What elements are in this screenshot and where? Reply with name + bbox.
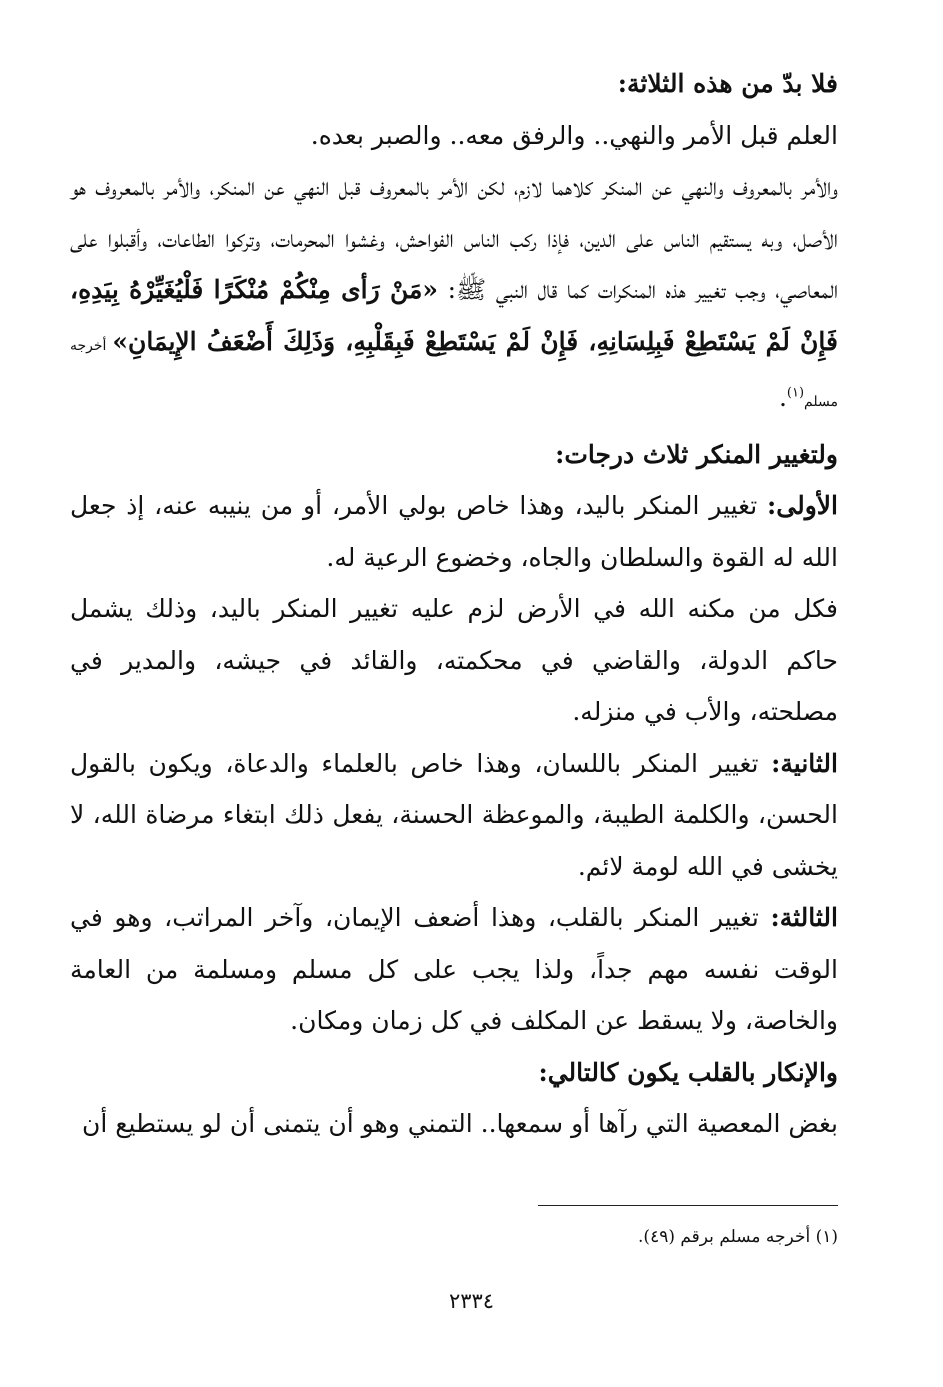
text-third: تغيير المنكر بالقلب، وهذا أضعف الإيمان، وآخر المراتب، وهو في الوقت نفسه مهم جداً، ولذا يجب على كل مسلم ومسلمة من العامة والخاصة، ولا يسقط عن المكلف في كل زمان ومكان. <box>70 903 838 1035</box>
heading-three-degrees: ولتغيير المنكر ثلاث درجات: <box>555 439 838 469</box>
paragraph-authority: فكل من مكنه الله في الأرض لزم عليه تغيير المنكر باليد، وذلك يشمل حاكم الدولة، والقاضي في محكمته، والقائد في جيشه، والمدير في مصلحته، والأب في منزله. <box>70 594 838 726</box>
paragraph-third-degree <box>70 892 838 1047</box>
heading-heart-rejection: والإنكار بالقلب يكون كالتالي: <box>538 1057 838 1087</box>
paragraph-enjoining-good-text: والأمر بالمعروف والنهي عن المنكر كلاهما لازم، لكن الأمر بالمعروف قبل النهي عن المنكر، والأمر بالمعروف هو الأصل، وبه يستقيم الناس على الدين، فإذا ركب الناس الفواحش، وغشوا المحرمات، وتركوا الطاعات، وأقبلوا على المعاصي، وجب تغيير هذه المنكرات كما قال النبي ﷺ: <box>70 172 839 304</box>
paragraph-enjoining-good <box>70 161 838 429</box>
paragraph-second-degree <box>70 738 838 893</box>
label-second: الثانية: <box>771 748 838 778</box>
label-third: الثالثة: <box>770 903 838 932</box>
footnote: (١) أخرجه مسلم برقم (٤٩). <box>638 1227 838 1247</box>
hadith-reference: أخرجه مسلم <box>70 337 838 410</box>
hadith-end: . <box>778 383 787 412</box>
paragraph-knowledge: العلم قبل الأمر والنهي.. والرفق معه.. والصبر بعده. <box>310 120 838 150</box>
label-first: الأولى: <box>767 491 838 520</box>
page-body <box>70 58 838 1150</box>
paragraph-first-degree <box>70 480 838 583</box>
page-number: ٢٣٣٤ <box>448 1289 495 1313</box>
text-second: تغيير المنكر باللسان، وهذا خاص بالعلماء والدعاة، ويكون بالقول الحسن، والكلمة الطيبة، والموعظة الحسنة، يفعل ذلك ابتغاء مرضاة الله، لا يخشى في الله لومة لائم. <box>70 748 838 881</box>
footnote-marker: (١) <box>786 385 805 401</box>
footnote-divider <box>538 1205 838 1206</box>
paragraph-hatred: بغض المعصية التي رآها أو سمعها.. التمني وهو أن يتمنى أن لو يستطيع أن <box>82 1109 838 1138</box>
text-first: تغيير المنكر باليد، وهذا خاص بولي الأمر، أو من ينيبه عنه، إذ جعل الله له القوة والسلطان والجاه، وخضوع الرعية له. <box>70 491 838 572</box>
heading-three-conditions: فلا بدّ من هذه الثلاثة: <box>617 69 838 98</box>
hadith-quote: «مَنْ رَأى مِنْكُمْ مُنْكَرًا فَلْيُغَيِّرْهُ بِيَدِهِ، فَإِنْ لَمْ يَسْتَطِعْ فَبِلِسَانِهِ، فَإِنْ لَمْ يَسْتَطِعْ فَبِقَلْبِهِ، وَذَلِكَ أَضْعَفُ الإِيمَانِ» <box>70 275 838 356</box>
